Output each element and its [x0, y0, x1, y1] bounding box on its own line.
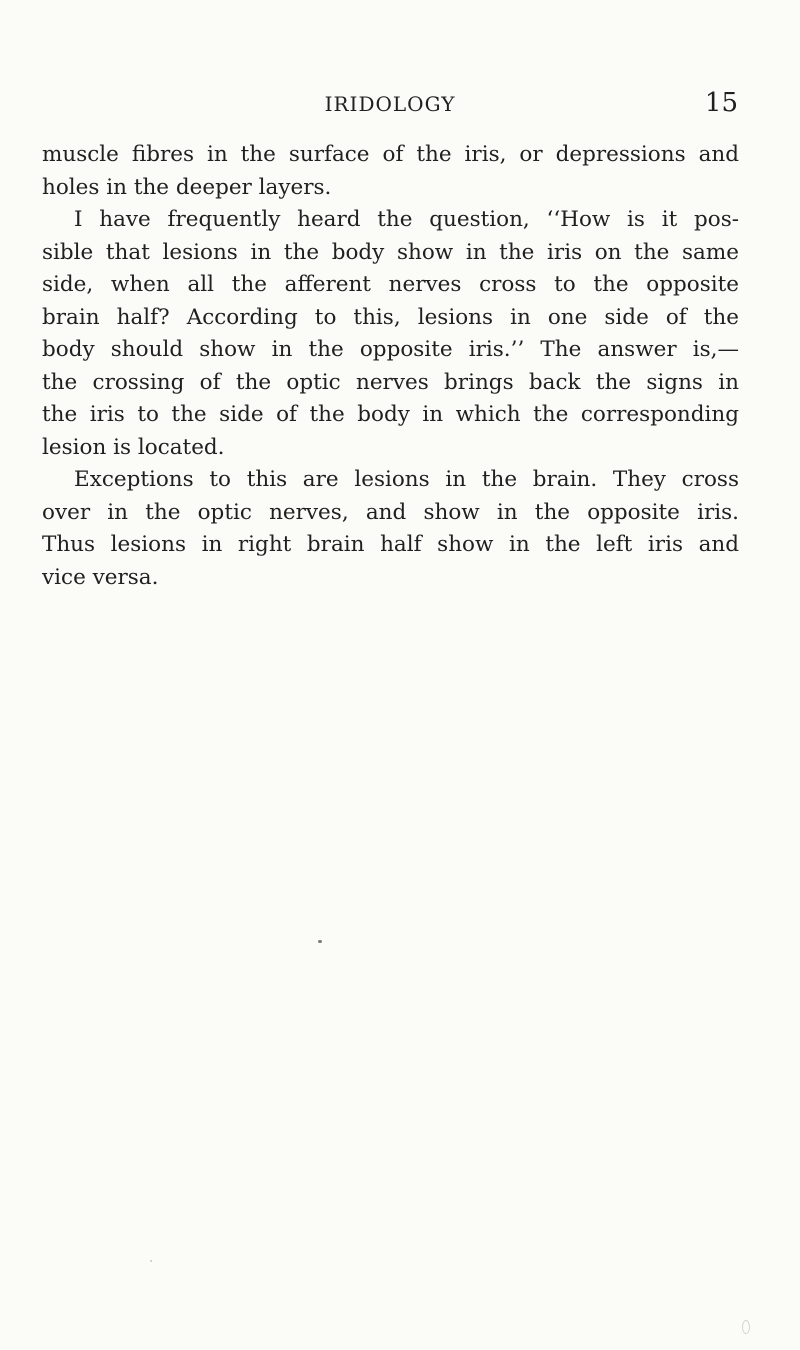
paper-speck: [150, 1260, 152, 1262]
text-line: I have frequently heard the question, ‘‘How is it pos-: [74, 207, 739, 232]
text-line: brain half? According to this, lesions in one side of the: [42, 304, 739, 330]
text-line: holes in the deeper layers.: [42, 174, 332, 200]
text-line: body should show in the opposite iris.’’ The answer is,—: [42, 337, 739, 362]
text-line: Exceptions to this are lesions in the brain. They cross: [74, 467, 739, 492]
text-line: muscle fibres in the surface of the iris, or depressions and: [42, 142, 739, 167]
text-line: Thus lesions in right brain half show in the left iris and: [42, 532, 739, 557]
text-line: over in the optic nerves, and show in the opposite iris.: [42, 499, 739, 525]
running-title: IRIDOLOGY: [324, 92, 456, 116]
paper-speck: [742, 1320, 750, 1334]
text-line: the iris to the side of the body in which the corresponding: [42, 402, 739, 427]
running-head: [42, 88, 738, 124]
text-line: side, when all the afferent nerves cross to the opposite: [42, 272, 739, 297]
paper-speck: [318, 940, 322, 943]
text-line: the crossing of the optic nerves brings back the signs in: [42, 369, 739, 395]
text-line: sible that lesions in the body show in the iris on the same: [42, 239, 739, 265]
text-line: lesion is located.: [42, 434, 225, 460]
text-line: vice versa.: [42, 564, 159, 590]
page-number: 15: [704, 88, 738, 118]
body-text: [42, 139, 739, 594]
